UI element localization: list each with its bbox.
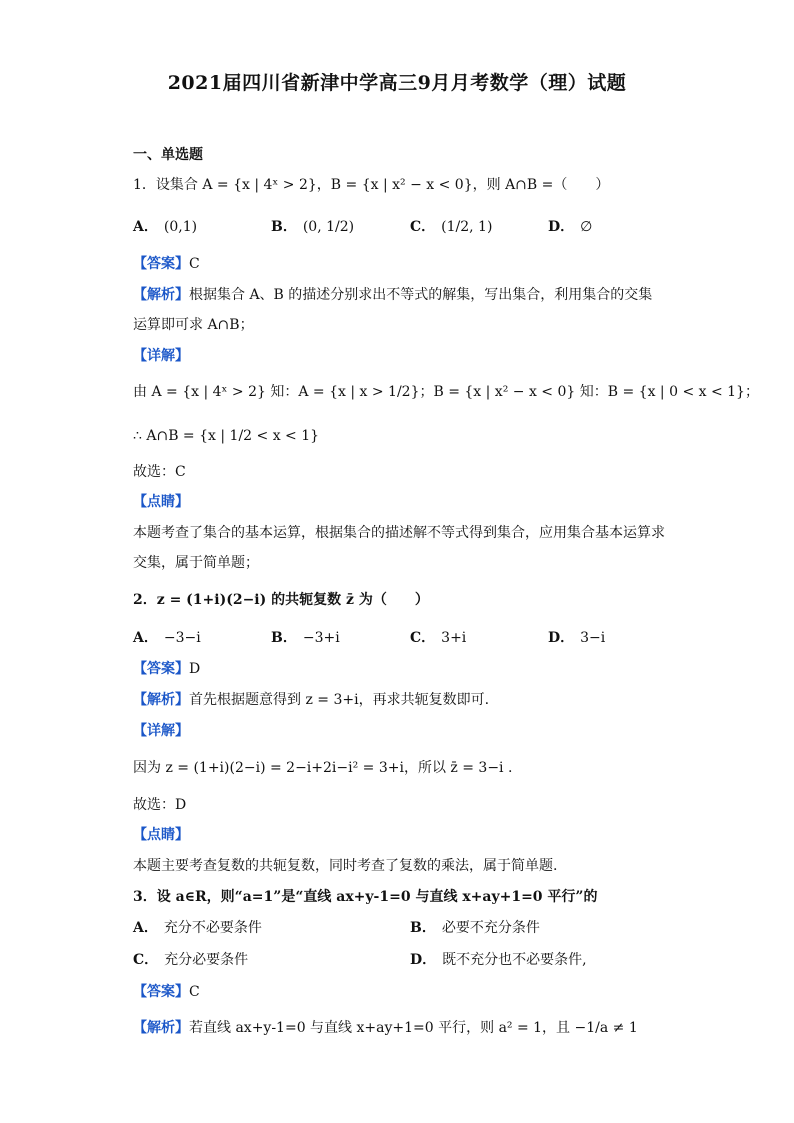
q3-answer <box>133 982 200 1002</box>
q1-comment-2: 交集，属于简单题； <box>133 555 259 571</box>
answer-value: C <box>189 256 200 272</box>
q3-option-c <box>133 950 248 970</box>
q3-option-a <box>133 918 262 938</box>
option-text: 既不充分也不必要条件, <box>442 952 587 968</box>
analysis-text: 首先根据题意得到 z = 3+i，再求共轭复数即可. <box>189 692 490 708</box>
option-text: −3+i <box>302 630 340 646</box>
option-label: B． <box>271 219 297 235</box>
q3-analysis <box>133 1018 638 1038</box>
question-2-stem: 2．z = (1+i)(2−i) 的共轭复数 z̄ 为（ ） <box>133 592 429 608</box>
analysis-tag: 【解析】 <box>133 1020 189 1036</box>
answer-tag: 【答案】 <box>133 256 189 272</box>
option-text: 必要不充分条件 <box>441 920 540 936</box>
q1-option-b <box>271 217 354 237</box>
option-label: A． <box>133 219 158 235</box>
option-label: D． <box>548 219 575 235</box>
section-heading: 一、单选题 <box>133 147 203 163</box>
q1-option-a <box>133 217 197 237</box>
q1-answer <box>133 254 200 274</box>
q2-detail-1: 因为 z = (1+i)(2−i) = 2−i+2i−i² = 3+i，所以 z̄ = 3−i . <box>133 760 513 776</box>
option-text: −3−i <box>163 630 201 646</box>
analysis-text: 若直线 ax+y-1=0 与直线 x+ay+1=0 平行，则 a² = 1，且 −1/a ≠ 1 <box>189 1020 638 1036</box>
option-text: 3+i <box>441 630 467 646</box>
option-label: D． <box>410 952 437 968</box>
q1-option-c <box>410 217 492 237</box>
q1-comment-tag: 【点睛】 <box>133 494 189 510</box>
option-text: (0,1) <box>163 219 198 235</box>
q2-choose: 故选：D <box>133 797 187 813</box>
option-text: (0, 1/2) <box>302 219 355 235</box>
option-label: C． <box>410 219 436 235</box>
q1-choose: 故选：C <box>133 464 186 480</box>
q2-option-d <box>548 628 605 648</box>
answer-value: D <box>189 661 201 677</box>
q2-answer <box>133 659 200 679</box>
option-label: C． <box>410 630 436 646</box>
analysis-tag: 【解析】 <box>133 692 189 708</box>
q2-comment-1: 本题主要考查复数的共轭复数，同时考查了复数的乘法，属于简单题. <box>133 858 558 874</box>
q2-analysis <box>133 690 489 710</box>
option-text: ∅ <box>580 219 593 235</box>
option-label: D． <box>548 630 575 646</box>
analysis-text: 根据集合 A、B 的描述分别求出不等式的解集，写出集合，利用集合的交集 <box>189 287 653 303</box>
page-title: 2021届四川省新津中学高三9月月考数学（理）试题 <box>167 72 627 94</box>
q1-detail-tag: 【详解】 <box>133 348 189 364</box>
q2-detail-tag: 【详解】 <box>133 723 189 739</box>
option-label: B． <box>271 630 297 646</box>
q3-option-b <box>410 918 540 938</box>
answer-tag: 【答案】 <box>133 984 189 1000</box>
answer-value: C <box>189 984 200 1000</box>
q2-option-a <box>133 628 201 648</box>
q1-analysis-cont: 运算即可求 A∩B； <box>133 317 254 333</box>
option-label: B． <box>410 920 436 936</box>
q1-detail-1: 由 A = {x | 4ˣ > 2} 知：A = {x | x > 1/2}；B = {x | x² − x < 0} 知：B = {x | 0 < x < 1}； <box>133 384 759 400</box>
option-label: C． <box>133 952 159 968</box>
q1-analysis <box>133 285 652 305</box>
option-text: 充分必要条件 <box>164 952 249 968</box>
option-label: A． <box>133 920 158 936</box>
question-1-stem: 1．设集合 A = {x | 4ˣ > 2}，B = {x | x² − x < 0}，则 A∩B =（ ） <box>133 177 610 193</box>
q2-option-c <box>410 628 466 648</box>
answer-tag: 【答案】 <box>133 661 189 677</box>
q2-comment-tag: 【点睛】 <box>133 827 189 843</box>
q3-option-d <box>410 950 587 970</box>
q1-detail-2: ∴ A∩B = {x | 1/2 < x < 1} <box>133 428 320 444</box>
q2-option-b <box>271 628 340 648</box>
q1-comment-1: 本题考查了集合的基本运算，根据集合的描述解不等式得到集合，应用集合基本运算求 <box>133 525 665 541</box>
option-label: A． <box>133 630 158 646</box>
option-text: (1/2, 1) <box>441 219 493 235</box>
q1-option-d <box>548 217 592 237</box>
option-text: 3−i <box>580 630 606 646</box>
analysis-tag: 【解析】 <box>133 287 189 303</box>
question-3-stem: 3．设 a∈R，则“a=1”是“直线 ax+y-1=0 与直线 x+ay+1=0 平行”的 <box>133 889 598 905</box>
option-text: 充分不必要条件 <box>163 920 262 936</box>
